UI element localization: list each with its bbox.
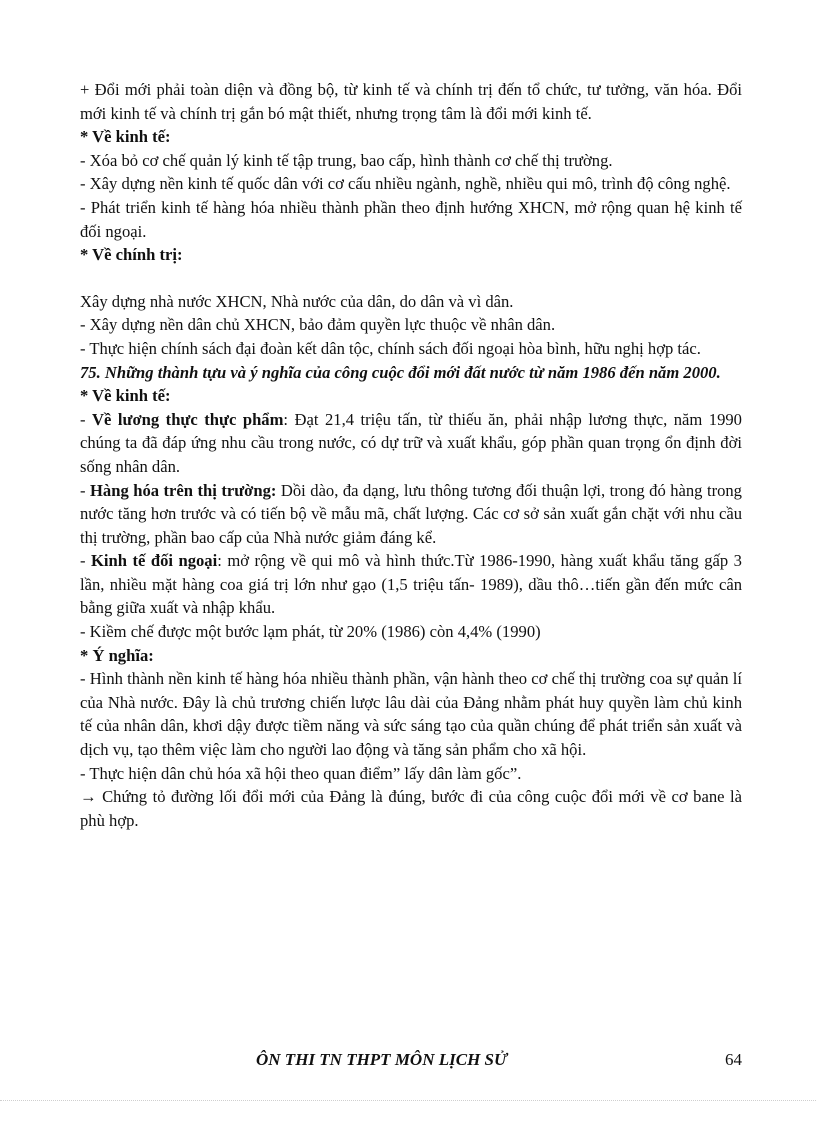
spacer: [80, 267, 742, 290]
economy-item-2: - Xây dựng nền kinh tế quốc dân với cơ cấu nhiều ngành, nghề, nhiều qui mô, trình độ công nghệ.: [80, 174, 731, 194]
page-footer: [80, 1050, 742, 1074]
page-number: 64: [725, 1050, 742, 1069]
heading-economy: * Về kinh tế:: [80, 127, 171, 147]
heading-significance: * Ý nghĩa:: [80, 645, 154, 665]
achievement-food-text: : Đạt 21,4 triệu tấn, từ thiếu ăn, phải nhập lương thực, năm 1990 chúng ta đã đáp ứng nhu cầu trong nước, có dự trữ và xuất khẩu, góp phần quan trọng ổn định đời sống nhân dân.: [80, 409, 742, 476]
significance-item-1: - Hình thành nền kinh tế hàng hóa nhiều thành phần, vận hành theo cơ chế thị trường coa sự quản lí của Nhà nước. Đây là chủ trương chiến lược lâu dài của Đảng nhằm phát huy quyền làm chủ kinh tế của nhân dân, khơi dậy được tiềm năng và sức sáng tạo của quần chúng để phát triển sản xuất và dịch vụ, tạo thêm việc làm cho người lao động và tăng sản phẩm cho xã hội.: [80, 669, 742, 760]
politics-item-1: Xây dựng nhà nước XHCN, Nhà nước của dân, do dân và vì dân.: [80, 291, 514, 311]
page-content: [80, 78, 742, 832]
achievement-foreign-economy: - Kinh tế đối ngoại: mở rộng về qui mô và hình thức.Từ 1986-1990, hàng xuất khẩu tăng gấp 3 lần, nhiều mặt hàng coa giá trị lớn như gạo (1,5 triệu tấn- 1989), dầu thô…tiến gần đến mức cân bằng giữa xuất và nhập khẩu.: [80, 551, 742, 618]
politics-item-3: - Thực hiện chính sách đại đoàn kết dân tộc, chính sách đối ngoại hòa bình, hữu nghị hợp tác.: [80, 338, 701, 358]
question-75-heading: 75. Những thành tựu và ý nghĩa của công cuộc đổi mới đất nước từ năm 1986 đến năm 2000.: [80, 362, 721, 382]
achievement-foreign-label: Kinh tế đối ngoại: [91, 551, 218, 571]
footer-title: ÔN THI TN THPT MÔN LỊCH SỬ: [256, 1050, 508, 1069]
achievement-goods: - Hàng hóa trên thị trường: Dồi dào, đa dạng, lưu thông tương đối thuận lợi, trong đó hàng trong nước tăng hơn trước và có tiến bộ về mẫu mã, chất lượng. Các cơ sở sản xuất gắn chặt với nhu cầu thị trường, phần bao cấp của Nhà nước giảm đáng kể.: [80, 480, 742, 547]
achievement-food-label: Về lương thực thực phẩm: [92, 409, 284, 429]
significance-item-2: - Thực hiện dân chủ hóa xã hội theo quan điểm” lấy dân làm gốc”.: [80, 763, 522, 783]
achievement-goods-text: Dồi dào, đa dạng, lưu thông tương đối thuận lợi, trong đó hàng trong nước tăng hơn trước và có tiến bộ về mẫu mã, chất lượng. Các cơ sở sản xuất gắn chặt với nhu cầu thị trường, phần bao cấp của Nhà nước giảm đáng kể.: [80, 480, 742, 547]
significance-conclusion: → Chứng tỏ đường lối đổi mới của Đảng là đúng, bước đi của công cuộc đổi mới về cơ bane là phù hợp.: [80, 787, 742, 830]
paragraph-overview: + Đổi mới phải toàn diện và đồng bộ, từ kinh tế và chính trị đến tổ chức, tư tưởng, văn hóa. Đổi mới kinh tế và chính trị gắn bó mật thiết, nhưng trọng tâm là đổi mới kinh tế.: [80, 80, 742, 123]
achievement-goods-label: Hàng hóa trên thị trường:: [90, 480, 277, 500]
heading-economy-achievements: * Về kinh tế:: [80, 386, 171, 406]
bottom-divider: [0, 1100, 816, 1101]
politics-item-2: - Xây dựng nền dân chủ XHCN, bảo đảm quyền lực thuộc về nhân dân.: [80, 315, 556, 335]
economy-item-1: - Xóa bỏ cơ chế quản lý kinh tế tập trung, bao cấp, hình thành cơ chế thị trường.: [80, 150, 613, 170]
achievement-foreign-text: : mở rộng về qui mô và hình thức.Từ 1986-1990, hàng xuất khẩu tăng gấp 3 lần, nhiều mặt hàng coa giá trị lớn như gạo (1,5 triệu tấn- 1989), dầu thô…tiến gần đến mức cân bằng giữa xuất và nhập khẩu.: [80, 551, 742, 618]
achievement-inflation: - Kiềm chế được một bước lạm phát, từ 20% (1986) còn 4,4% (1990): [80, 622, 541, 642]
economy-item-3: - Phát triển kinh tế hàng hóa nhiều thành phần theo định hướng XHCN, mở rộng quan hệ kinh tế đối ngoại.: [80, 197, 742, 241]
achievement-food: - Về lương thực thực phẩm: Đạt 21,4 triệu tấn, từ thiếu ăn, phải nhập lương thực, năm 1990 chúng ta đã đáp ứng nhu cầu trong nước, có dự trữ và xuất khẩu, góp phần quan trọng ổn định đời sống nhân dân.: [80, 409, 742, 476]
heading-politics: * Về chính trị:: [80, 245, 183, 265]
